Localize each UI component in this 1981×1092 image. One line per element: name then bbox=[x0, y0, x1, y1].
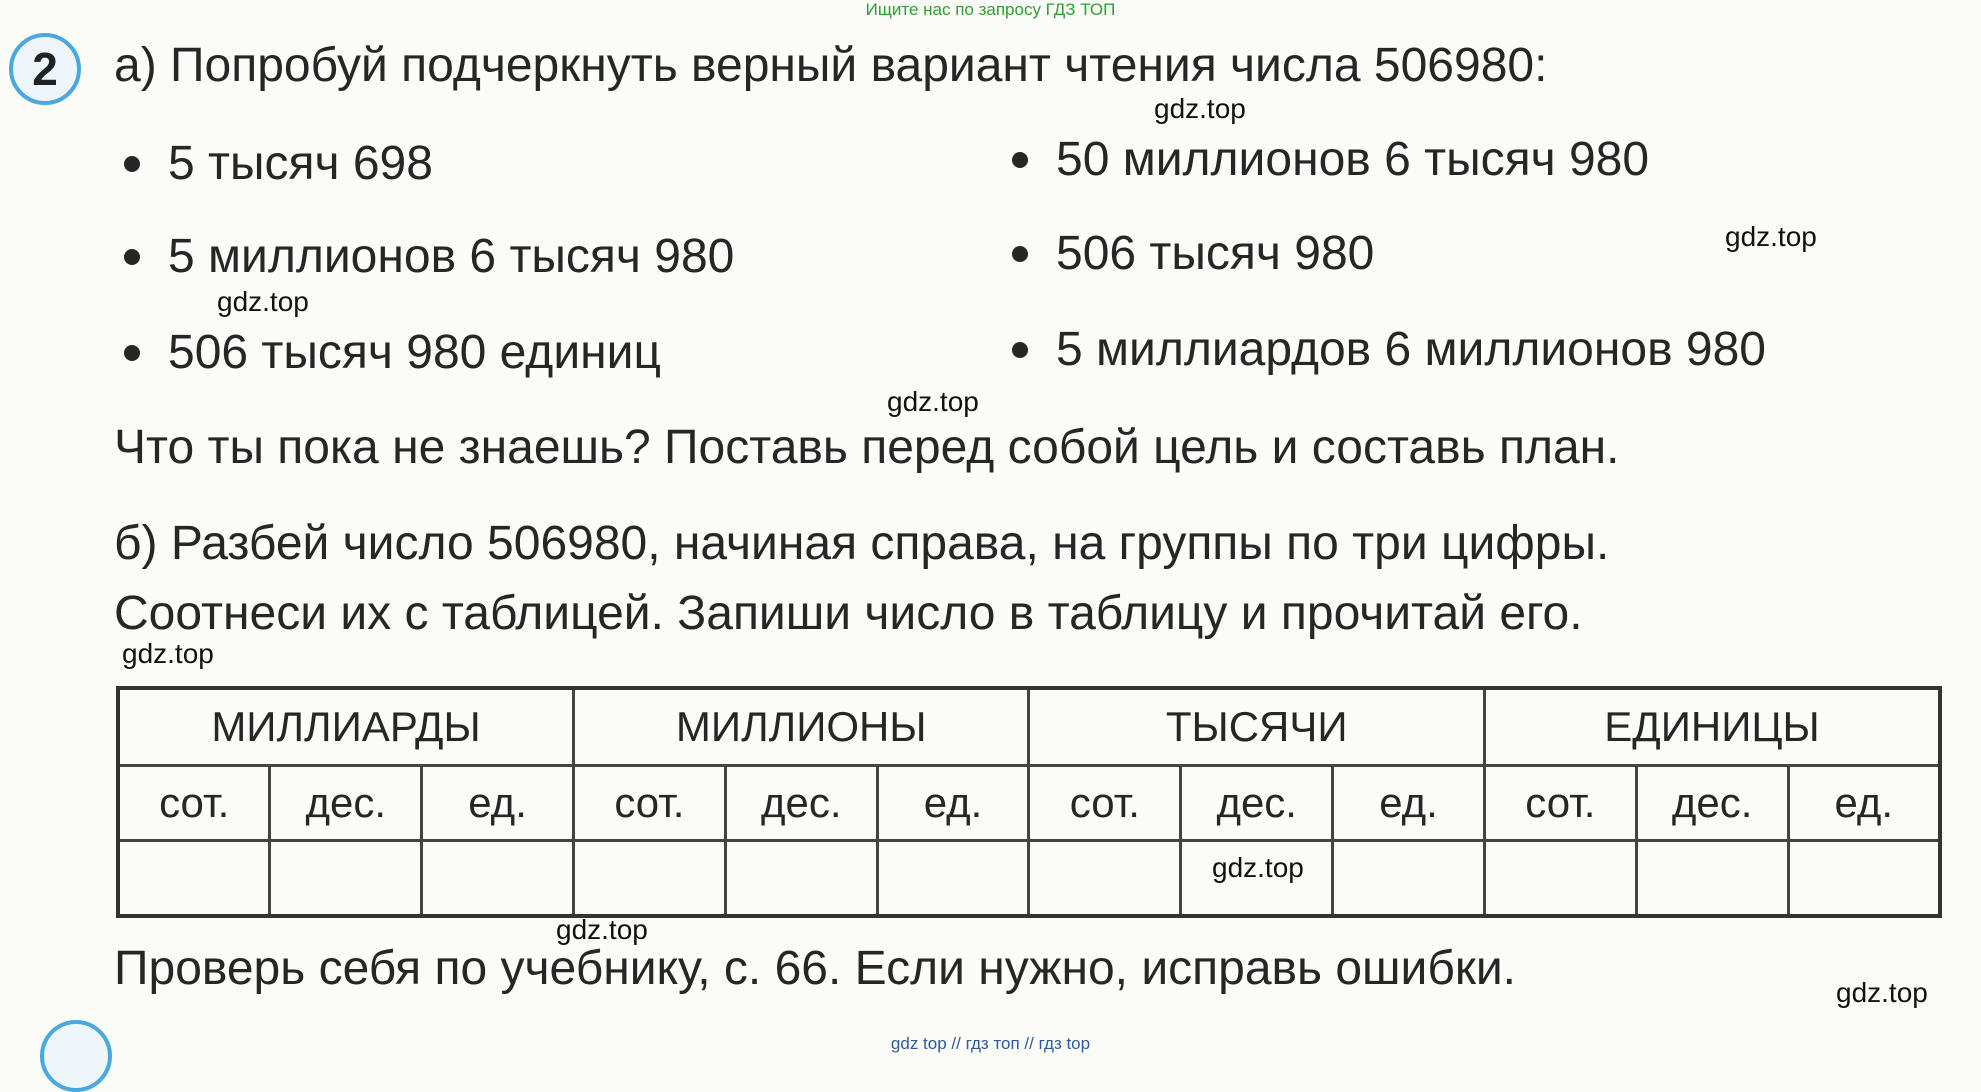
answer-cell[interactable] bbox=[877, 841, 1029, 917]
rank-header: дес. bbox=[270, 766, 422, 841]
answer-cell[interactable] bbox=[422, 841, 574, 917]
answer-cell[interactable] bbox=[1029, 841, 1181, 917]
class-header: МИЛЛИАРДЫ bbox=[118, 688, 573, 766]
rank-header: сот. bbox=[1484, 766, 1636, 841]
option-item bbox=[124, 325, 661, 380]
part-b-line-1: б) Разбей число 506980, начиная справа, на группы по три цифры. bbox=[114, 517, 1610, 570]
rank-header: ед. bbox=[422, 766, 574, 841]
class-header: ТЫСЯЧИ bbox=[1029, 688, 1484, 766]
part-a-prompt: а) Попробуй подчеркнуть верный вариант чтения числа 506980: bbox=[114, 39, 1548, 92]
option-label: 5 миллионов 6 тысяч 980 bbox=[168, 230, 735, 283]
option-item bbox=[124, 136, 433, 191]
option-item bbox=[1012, 322, 1766, 377]
answer-cell[interactable] bbox=[725, 841, 877, 917]
rank-header-row bbox=[118, 766, 1940, 841]
answer-cell[interactable] bbox=[270, 841, 422, 917]
class-header-row bbox=[118, 688, 1940, 766]
option-label: 5 миллиардов 6 миллионов 980 bbox=[1056, 323, 1766, 376]
top-banner: Ищите нас по запросу ГДЗ ТОП bbox=[865, 0, 1116, 19]
bullet-icon bbox=[124, 345, 140, 361]
bullet-icon bbox=[1012, 342, 1028, 358]
rank-header: дес. bbox=[1636, 766, 1788, 841]
bullet-icon bbox=[1012, 152, 1028, 168]
answer-cell[interactable] bbox=[1484, 841, 1636, 917]
next-task-badge-partial bbox=[40, 1020, 112, 1092]
rank-header: сот. bbox=[118, 766, 270, 841]
watermark: gdz.top bbox=[217, 286, 309, 317]
watermark: gdz.top bbox=[1725, 221, 1817, 252]
rank-header: дес. bbox=[725, 766, 877, 841]
watermark: gdz.top bbox=[887, 386, 979, 417]
watermark: gdz.top bbox=[122, 638, 214, 669]
watermark: gdz.top bbox=[1154, 93, 1246, 124]
watermark: gdz.top bbox=[556, 914, 648, 945]
check-line: Проверь себя по учебнику, с. 66. Если нужно, исправь ошибки. bbox=[114, 942, 1517, 995]
bullet-icon bbox=[124, 249, 140, 265]
answer-cell[interactable] bbox=[118, 841, 270, 917]
answer-row bbox=[118, 841, 1940, 917]
part-b-line-2: Соотнеси их с таблицей. Запиши число в таблицу и прочитай его. bbox=[114, 587, 1583, 640]
part-a-question: Что ты пока не знаешь? Поставь перед собой цель и составь план. bbox=[114, 421, 1620, 474]
class-header: МИЛЛИОНЫ bbox=[573, 688, 1028, 766]
option-label: 5 тысяч 698 bbox=[168, 137, 433, 190]
answer-cell[interactable] bbox=[573, 841, 725, 917]
rank-header: сот. bbox=[1029, 766, 1181, 841]
bottom-banner: gdz top // гдз топ // гдз top bbox=[890, 1034, 1091, 1053]
place-value-table bbox=[116, 686, 1942, 918]
rank-header: сот. bbox=[573, 766, 725, 841]
watermark: gdz.top bbox=[1212, 852, 1304, 883]
bullet-icon bbox=[1012, 246, 1028, 262]
rank-header: дес. bbox=[1181, 766, 1333, 841]
option-label: 50 миллионов 6 тысяч 980 bbox=[1056, 133, 1650, 186]
watermark: gdz.top bbox=[1836, 977, 1928, 1008]
rank-header: ед. bbox=[1788, 766, 1940, 841]
rank-header: ед. bbox=[877, 766, 1029, 841]
option-label: 506 тысяч 980 bbox=[1056, 227, 1375, 280]
answer-cell[interactable] bbox=[1636, 841, 1788, 917]
answer-cell[interactable] bbox=[1333, 841, 1485, 917]
answer-cell[interactable] bbox=[1788, 841, 1940, 917]
option-item bbox=[124, 229, 734, 284]
bullet-icon bbox=[124, 156, 140, 172]
option-item bbox=[1012, 132, 1649, 187]
option-item bbox=[1012, 226, 1374, 281]
rank-header: ед. bbox=[1333, 766, 1485, 841]
option-label: 506 тысяч 980 единиц bbox=[168, 326, 661, 379]
class-header: ЕДИНИЦЫ bbox=[1484, 688, 1940, 766]
task-number-badge: 2 bbox=[9, 33, 81, 105]
